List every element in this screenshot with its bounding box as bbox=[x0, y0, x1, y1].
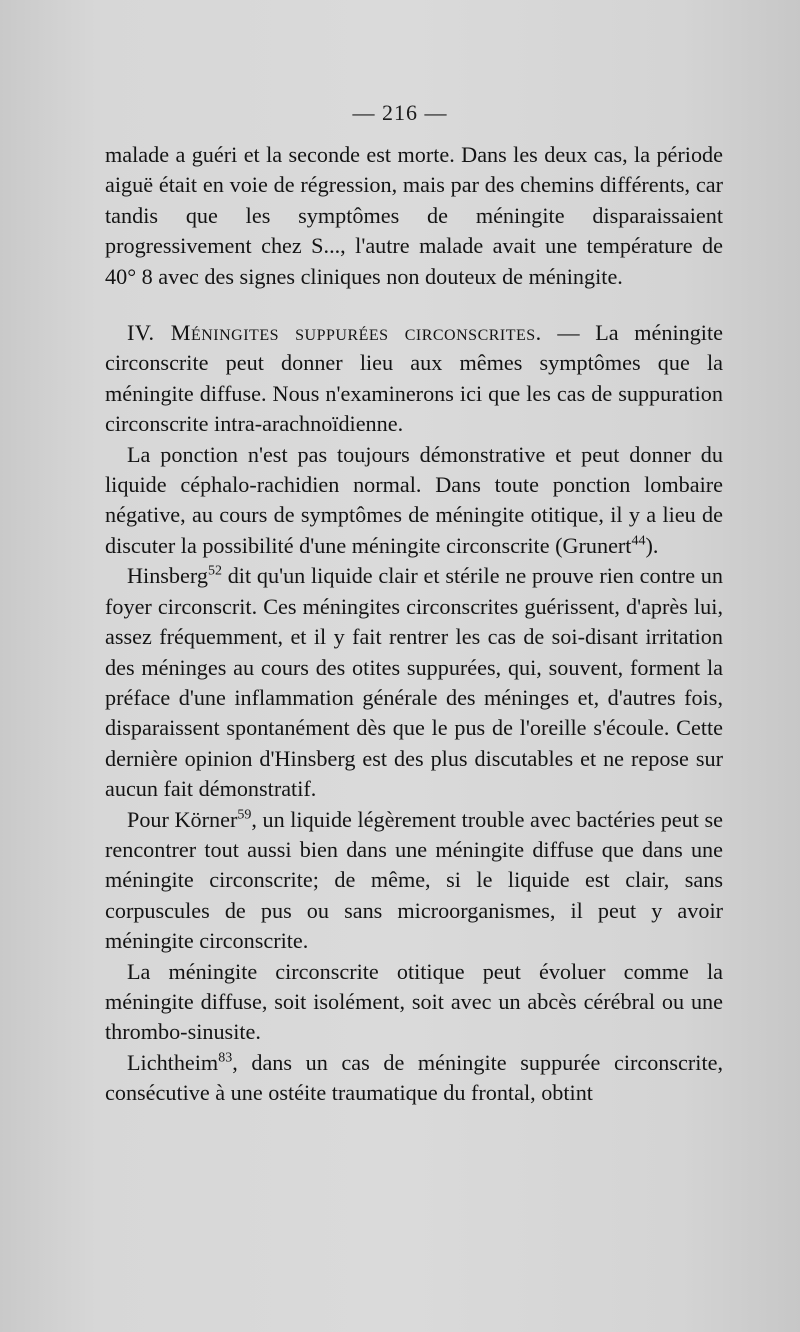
page-number: — 216 — bbox=[352, 100, 448, 125]
paragraph-7 bbox=[105, 1048, 723, 1109]
paragraph-4 bbox=[105, 561, 723, 804]
reference-number: 59 bbox=[237, 807, 252, 823]
paragraph-6: La méningite circonscrite otitique peut évoluer comme la méningite diffuse, soit isolément, soit avec un abcès cérébral ou une thrombo-sinusite. bbox=[105, 958, 723, 1045]
section-gap bbox=[105, 292, 723, 318]
reference-number: 52 bbox=[207, 563, 222, 579]
reference-number: 44 bbox=[631, 533, 646, 549]
paragraph-2-text: — La méningite circonscrite peut donner lieu aux mêmes symptômes que la méningite diffuse. Nous n'examinerons ici que les cas de suppuration circonscrite intra-arachnoïdienne. bbox=[105, 320, 723, 437]
paragraph-4-text-b: dit qu'un liquide clair et stérile ne prouve rien contre un foyer circonscrit. Ces méningites circonscrites guérissent, d'après lui, assez fréquemment, et il y fait rentrer les cas de soi-disant irritation des méninges au cours des otites suppurées, qui, souvent, forment la préface d'une inflammation générale des méninges et, d'autres fois, disparaissent spontanément dès que le pus de l'oreille s'écoule. Cette dernière opinion d'Hinsberg est des plus discutables et ne repose sur aucun fait démonstratif. bbox=[105, 563, 723, 802]
paragraph-3-text-b: ). bbox=[645, 532, 659, 558]
paragraph-5-text-a: Pour Körner bbox=[127, 806, 238, 832]
reference-number: 83 bbox=[218, 1050, 233, 1066]
paragraph-1: malade a guéri et la seconde est morte. Dans les deux cas, la période aiguë était en voie de régression, mais par des chemins différents, car tandis que les symptômes de méningite disparaissaient progressivement chez S..., l'autre malade avait une température de 40° 8 avec des signes cliniques non douteux de méningite. bbox=[105, 142, 723, 289]
paragraph-7-text-b: , dans un cas de méningite suppurée circonscrite, consécutive à une ostéite traumatique du frontal, obtint bbox=[105, 1049, 723, 1106]
paragraph-5 bbox=[105, 805, 723, 957]
paragraph-7-text-a: Lichtheim bbox=[127, 1049, 219, 1075]
paragraph-3 bbox=[105, 440, 723, 562]
paragraph-5-text-b: , un liquide légèrement trouble avec bactéries peut se rencontrer tout aussi bien dans une méningite diffuse que dans une méningite circonscrite; de même, si le liquide est clair, sans corpuscules de pus ou sans microorganismes, il peut y avoir méningite circonscrite. bbox=[105, 806, 723, 954]
paragraph-3-text-a: La ponction n'est pas toujours démonstrative et peut donner du liquide céphalo-rachidien normal. Dans toute ponction lombaire négative, au cours de symptômes de méningite otitique, il y a lieu de discuter la possibilité d'une méningite circonscrite (Grunert bbox=[105, 441, 723, 558]
paragraph-2 bbox=[105, 318, 723, 440]
paragraph-4-text-a: Hinsberg bbox=[127, 563, 208, 589]
section-heading: IV. Méningites suppurées circonscrites. bbox=[127, 320, 542, 346]
body-text bbox=[105, 140, 723, 1109]
